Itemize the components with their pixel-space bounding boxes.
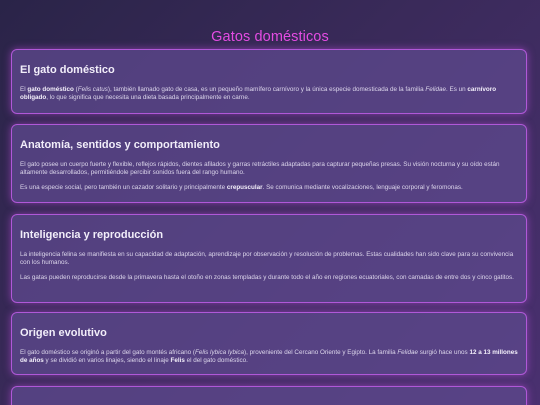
text-run: ( [73,86,78,93]
section-paragraph [20,184,518,192]
section-card-inteligencia [11,214,527,303]
section-card-anatomia [11,124,527,203]
bold-text: gato doméstico [27,86,74,93]
text-run: El gato doméstico se originó a partir del gato montés africano ( [20,349,196,356]
section-paragraph [20,161,518,178]
text-run: Es una especie social, pero también un cazador solitario y principalmente [20,183,227,191]
bold-text: crepuscular [226,183,263,191]
text-run: . Se comunica mediante vocalizaciones, lenguaje corporal y feromonas. [262,183,463,191]
bold-text: carnívoro obligado [20,86,497,102]
text-run: El [20,86,28,93]
text-run: el del gato doméstico. [184,357,248,365]
text-run: Las gatas pueden reproducirse desde la primavera hasta el otoño en zonas templadas y durante todo el año en regiones ecuatoriales, con camadas de entre dos y cinco gatitos. [20,273,514,281]
section-card-gato-domestico [11,49,527,114]
section-heading: El gato doméstico [20,64,115,76]
section-body [20,251,518,282]
section-body [20,349,518,366]
text-run: . Es un [446,86,468,93]
section-card-partial [11,386,527,405]
text-run: La inteligencia felina se manifiesta en su capacidad de adaptación, aprendizaje por observación y resolución de problemas. Estas cualidades han sido clave para su convivencia con los humanos. [20,251,514,267]
italic-text: Felis lybica lybica [195,349,245,356]
text-run: , lo que significa que necesita una dieta basada principalmente en carne. [46,94,250,102]
section-heading: Inteligencia y reproducción [20,229,164,241]
page-title: Gatos domésticos [211,28,329,45]
text-run: ), proveniente del Cercano Oriente y Egipto. La familia [244,349,398,356]
text-run: y se dividió en varios linajes, siendo el linaje [43,357,171,365]
bold-text: Felis [170,357,185,365]
bold-text: 12 a 13 millones de años [20,349,518,365]
section-body [20,161,518,192]
section-heading: Origen evolutivo [20,327,107,339]
text-run: surgió hace unos [417,349,470,356]
section-body [20,86,518,103]
section-paragraph [20,251,518,268]
section-paragraph [20,274,518,282]
section-heading: Anatomía, sentidos y comportamiento [20,139,220,151]
text-run: ), también llamado gato de casa, es un pequeño mamífero carnívoro y la única especie domesticada de la familia [107,86,426,93]
italic-text: Felidae [425,86,447,93]
section-paragraph [20,349,518,366]
text-run: El gato posee un cuerpo fuerte y flexible, reflejos rápidos, dientes afilados y garras retráctiles adaptadas para capturar pequeñas presas. Su visión nocturna y su oído están altamente desarrollados, permitiéndole percibir sonidos fuera del rango humano. [20,161,500,177]
section-paragraph [20,86,518,103]
section-card-origen [11,312,527,375]
italic-text: Felis catus [77,86,108,93]
italic-text: Felidae [397,349,418,356]
